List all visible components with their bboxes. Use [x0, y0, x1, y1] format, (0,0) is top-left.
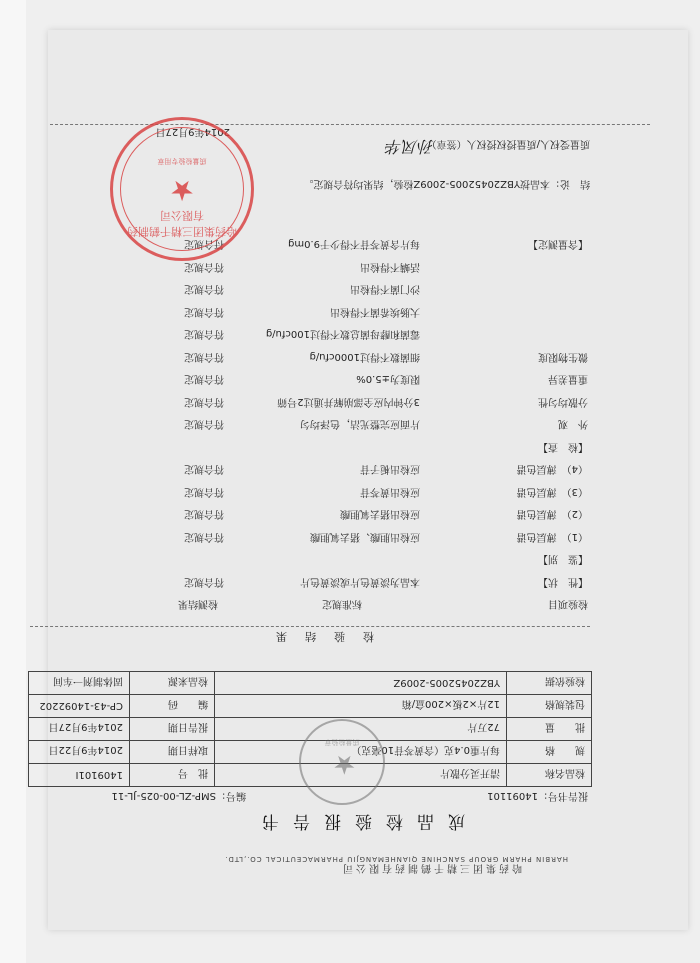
result-standard: 片面应完整光洁，色泽均匀: [300, 418, 420, 430]
result-standard: 限度为±5.0%: [356, 373, 420, 385]
result-standard: 应检出胆酸、猪去氧胆酸: [310, 531, 420, 542]
result-standard: 霉菌和酵母菌总数不得过100cfu/g: [265, 328, 420, 340]
info-value: 固体制剂一车间: [29, 672, 130, 695]
code-label: 编号：: [216, 790, 246, 801]
conclusion: [303, 178, 590, 193]
result-value: 符合规定: [184, 238, 224, 250]
result-value: 符合规定: [184, 531, 224, 542]
info-label: 批 量: [507, 718, 592, 741]
result-standard: 大肠埃希菌不得检出: [330, 306, 420, 317]
seal-subtext: 质量检验专用章: [157, 157, 207, 165]
result-item: 【含量测定】: [528, 238, 588, 250]
result-item: （3） 薄层色谱: [516, 486, 588, 497]
result-item: 微生物限度: [538, 351, 588, 362]
info-value: 2014年9月22日: [29, 741, 130, 764]
result-value: 符合规定: [184, 508, 224, 520]
result-standard: 细菌数不得过1000cfu/g: [309, 351, 420, 362]
info-value: 2014年9月27日: [29, 718, 130, 741]
report-number-value: 14091101: [487, 790, 538, 801]
col-standard-header: 标准规定: [322, 598, 362, 609]
result-value: 符合规定: [184, 486, 224, 497]
results-section-title: 检验结果: [258, 630, 374, 643]
info-value: 72万片: [215, 718, 507, 741]
result-standard: 应检出黄芩苷: [360, 486, 420, 497]
report-title: 成品检验报告书: [248, 811, 465, 831]
result-item: 外 观: [558, 418, 588, 430]
company-name-en: HARBIN PHARM GROUP SANCHINE QIANHEMANGJIU PHARMACEUTICAL CO.,LTD.: [224, 855, 568, 863]
conclusion-label: 结 论：: [550, 178, 590, 189]
report-number: [487, 790, 588, 805]
info-value: YBZ20452005-2009Z: [215, 672, 507, 695]
signature: 孙凤华: [385, 137, 434, 156]
result-value: 符合规定: [184, 396, 224, 407]
info-row: [29, 695, 592, 718]
result-item: 重量差异: [548, 373, 588, 385]
signoff-label: 质量受权人/质量授权授权人（签章）：: [421, 138, 590, 149]
result-standard: 活螨不得检出: [360, 261, 420, 272]
result-item: 分散均匀性: [538, 396, 588, 407]
info-label: 检验依据: [507, 672, 592, 695]
info-label: 检品来源: [130, 672, 215, 695]
info-value: 每片重0.4克（含黄芩苷10毫克）: [215, 741, 507, 764]
result-standard: 应检出栀子苷: [360, 463, 420, 475]
info-label: 批 号: [130, 764, 215, 787]
result-value: 符合规定: [184, 463, 224, 475]
code-value: SMP-ZL-00-025-JL-11: [111, 790, 216, 801]
result-standard: 沙门菌不得检出: [350, 283, 420, 295]
section-rule: [30, 626, 590, 627]
result-value: 符合规定: [184, 418, 224, 430]
result-value: 符合规定: [184, 261, 224, 272]
report-number-label: 报告书号：: [538, 790, 588, 801]
result-value: 符合规定: [184, 373, 224, 385]
footer-rule: [50, 124, 650, 125]
info-row: [29, 672, 592, 695]
info-value: 清开灵分散片: [215, 764, 507, 787]
inspection-seal: [299, 719, 385, 805]
result-standard: 每片含黄芩苷不得少于9.0mg: [288, 238, 420, 250]
result-item: 【鉴 别】: [538, 553, 588, 565]
info-value: 12片×2板×200盒/箱: [215, 695, 507, 718]
signoff-date: 2014年9月27日: [155, 126, 230, 137]
result-value: 符合规定: [184, 328, 224, 340]
company-seal: [110, 117, 254, 261]
result-item: 【检 查】: [538, 441, 588, 452]
code-number: [111, 790, 246, 805]
result-value: 符合规定: [184, 351, 224, 362]
result-item: （2） 薄层色谱: [516, 508, 588, 520]
seal-text: 哈药集团三精千鹤制药有限公司: [127, 209, 237, 238]
info-label: 报告日期: [130, 718, 215, 741]
info-label: 取样日期: [130, 741, 215, 764]
inspection-seal-text: 质量检验章: [324, 738, 360, 746]
result-standard: 应检出猪去氧胆酸: [340, 508, 420, 520]
company-name-cn: 哈药集团三精千鹤制药有限公司: [340, 862, 522, 873]
result-item: 【性 状】: [538, 576, 588, 587]
info-label: 包装规格: [507, 695, 592, 718]
info-label: 规 格: [507, 741, 592, 764]
info-label: 编 码: [130, 695, 215, 718]
seal-star-icon: ★: [169, 174, 195, 207]
info-value: 1409101I: [29, 764, 130, 787]
inspection-seal-star-icon: ★: [332, 749, 356, 779]
result-value: 符合规定: [184, 306, 224, 317]
result-item: （1） 薄层色谱: [516, 531, 588, 542]
col-item-header: 检验项目: [548, 598, 588, 609]
info-label: 检品名称: [507, 764, 592, 787]
result-standard: 3分钟内应全部崩解并通过2号筛: [277, 396, 420, 407]
result-standard: 本品为淡黄色片或淡黄色片: [300, 576, 420, 587]
info-value: CP-43-14092202: [29, 695, 130, 718]
conclusion-text: 本品按YBZ20452005-2009Z检验，结果均符合规定。: [303, 178, 550, 189]
col-result-header: 检测结果: [178, 598, 218, 609]
result-value: 符合规定: [184, 283, 224, 295]
result-value: 符合规定: [184, 576, 224, 587]
result-item: （4） 薄层色谱: [516, 463, 588, 475]
